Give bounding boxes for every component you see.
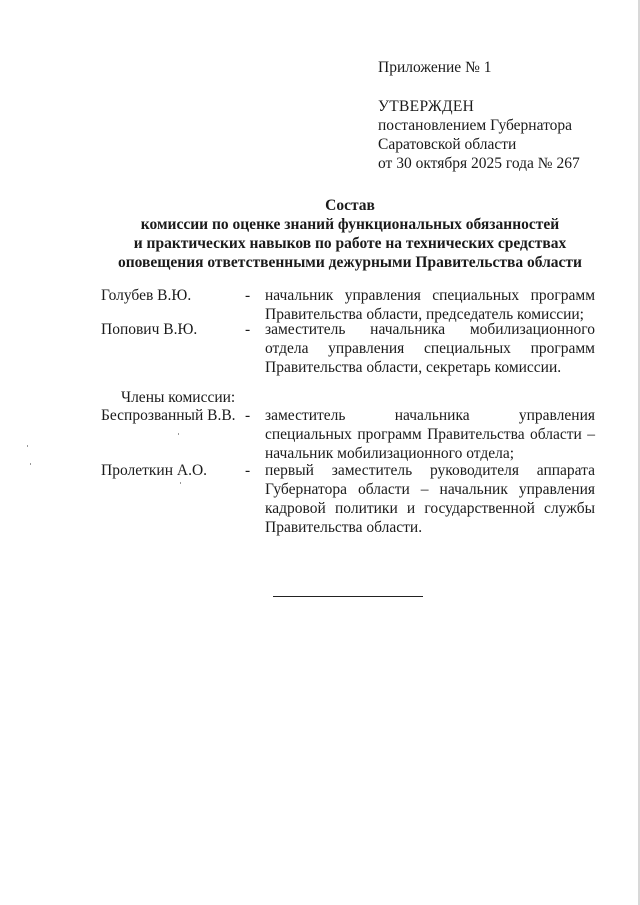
member-name: Голубев В.Ю.	[101, 287, 192, 304]
member-dash: -	[245, 321, 251, 338]
title-line-4: оповещения ответственными дежурными Правительства области	[118, 254, 582, 271]
member-name: Пролеткин А.О.	[101, 462, 208, 479]
scan-speck	[180, 482, 181, 484]
member-dash: -	[245, 407, 251, 424]
approval-line-1: постановлением Губернатора	[378, 117, 573, 134]
title-line-1: Состав	[325, 197, 375, 214]
member-name: Попович В.Ю.	[101, 321, 198, 338]
closing-rule	[273, 596, 423, 597]
member-description: начальник управления специальных программ Правительства области, председатель комиссии;	[265, 287, 595, 323]
member-description: заместитель начальника управления специальных программ Правительства области – начальник мобилизационного отдела;	[265, 407, 595, 462]
member-dash: -	[245, 287, 251, 304]
member-description: заместитель начальника мобилизационного отдела управления специальных программ Правительства области, секретарь комиссии.	[265, 321, 595, 376]
approval-line-2: Саратовской области	[378, 136, 517, 153]
annex-number: Приложение № 1	[378, 59, 492, 76]
approved-stamp-text: УТВЕРЖДЕН	[378, 98, 475, 115]
title-line-3: и практических навыков по работе на технических средствах	[133, 235, 567, 252]
document-title	[60, 196, 640, 272]
title-line-2: комиссии по оценке знаний функциональных обязанностей	[140, 216, 560, 233]
member-name: Беспрозванный В.В.	[101, 407, 236, 424]
approval-line-3: от 30 октября 2025 года № 267	[378, 155, 580, 172]
scan-speck	[30, 463, 31, 465]
scan-speck	[27, 445, 28, 447]
member-description: первый заместитель руководителя аппарата Губернатора области – начальник управления кадровой политики и государственной службы Правительства области.	[265, 462, 595, 536]
scan-speck	[178, 433, 179, 435]
approval-block	[378, 58, 580, 173]
members-heading: Члены комиссии:	[121, 389, 236, 406]
member-dash: -	[245, 462, 251, 479]
